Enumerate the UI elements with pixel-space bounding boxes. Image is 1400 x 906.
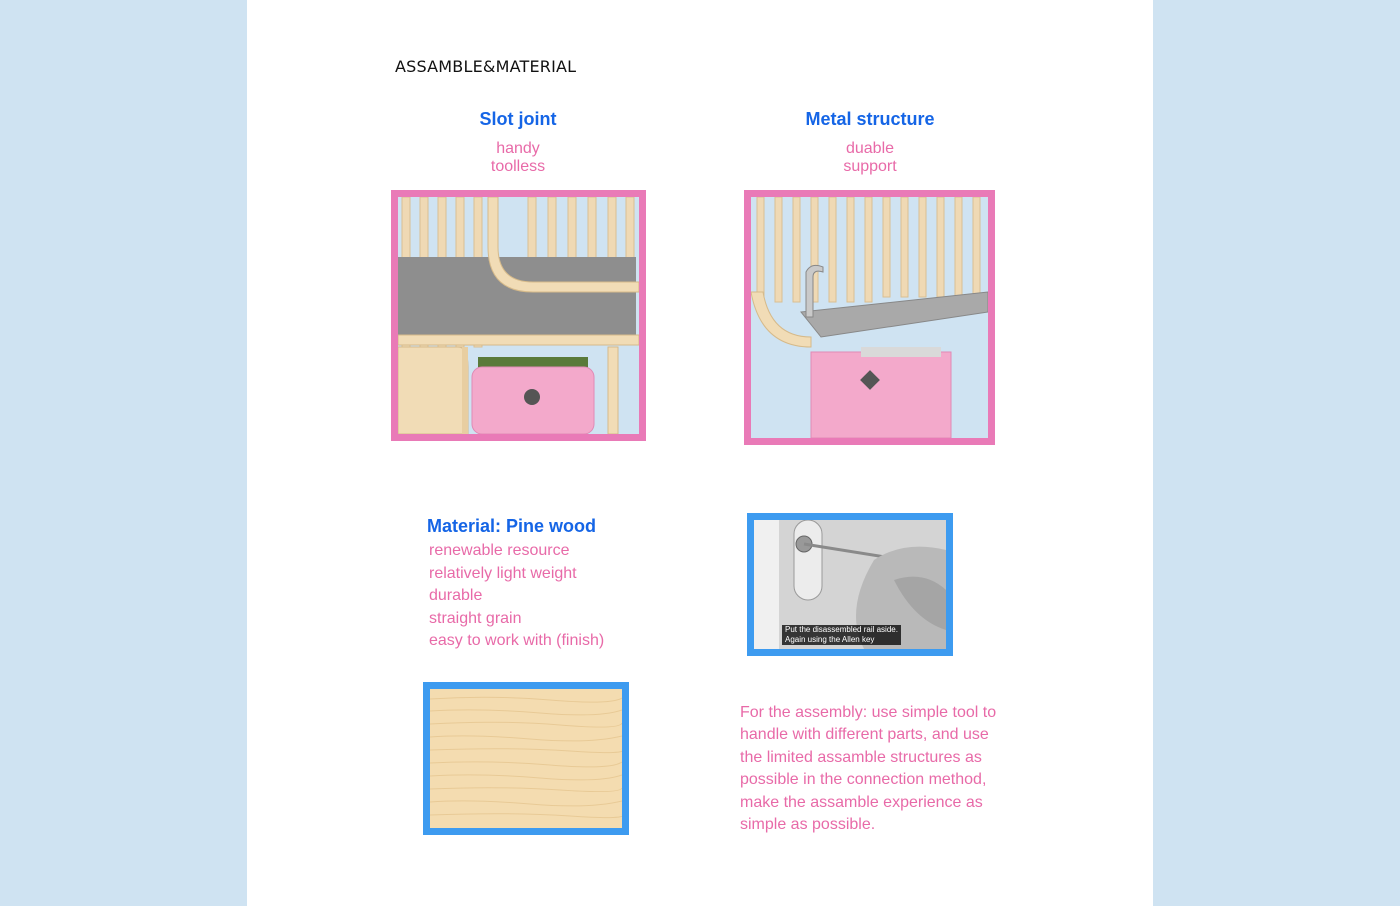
feature-sub-slot-joint-2: toolless [490, 158, 546, 175]
slot-joint-illustration [398, 197, 639, 434]
video-still [754, 520, 946, 649]
pine-wood-swatch [423, 682, 629, 835]
material-property: straight grain [429, 609, 522, 627]
material-title: Material: Pine wood [427, 516, 597, 536]
material-property: easy to work with (finish) [429, 632, 605, 649]
material-properties-list [429, 540, 604, 653]
assembly-description: For the assembly: use simple tool to handle with different parts, and use the limited assamble structures as possible in the connection method, make the assamble experience as simple as possible. [740, 704, 997, 834]
material-property: durable [429, 587, 483, 604]
section-heading: ASSAMBLE&MATERIAL [395, 57, 577, 76]
assembly-video-frame [747, 513, 953, 656]
feature-title-metal-structure: Metal structure [805, 109, 935, 129]
feature-sub-metal-1: duable [845, 140, 895, 157]
feature-title-slot-joint: Slot joint [479, 109, 557, 129]
feature-sub-slot-joint-1: handy [496, 140, 540, 157]
page-panel [247, 0, 1153, 906]
slot-joint-image [391, 190, 646, 441]
material-property: renewable resource [429, 542, 570, 559]
metal-structure-image [744, 190, 995, 445]
caption-line-2: Again using the Allen key [785, 635, 875, 644]
material-property: relatively light weight [429, 564, 577, 582]
metal-structure-illustration [751, 197, 988, 438]
wood-grain-texture [430, 689, 622, 828]
caption-line-1: Put the disassembled rail aside. [785, 625, 898, 634]
feature-sub-metal-2: support [843, 158, 897, 175]
video-caption [782, 625, 901, 645]
